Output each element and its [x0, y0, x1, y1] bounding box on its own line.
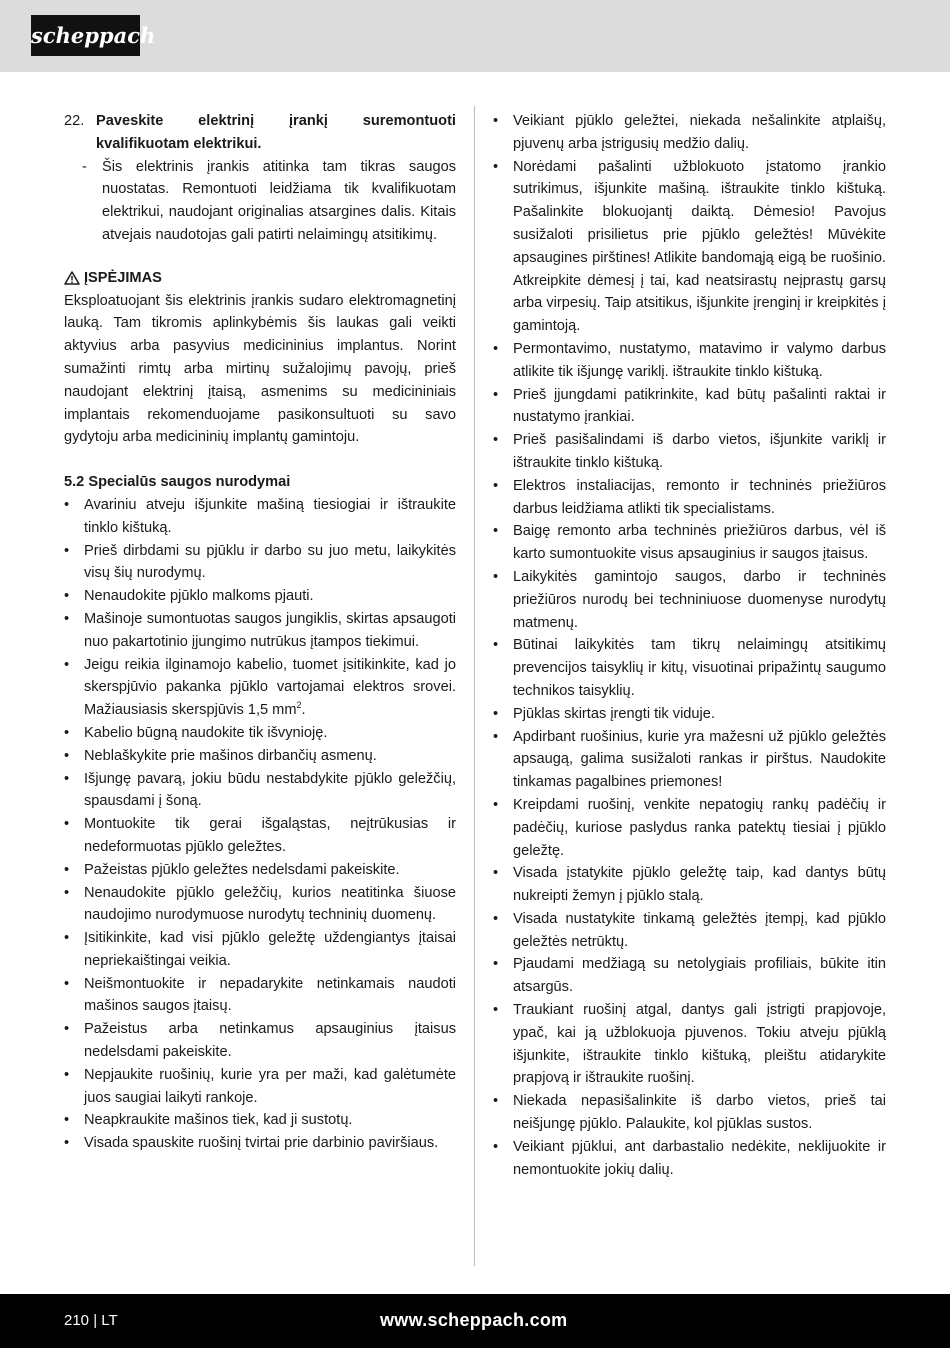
footer-bar: [0, 1294, 950, 1348]
bullet-mark: •: [493, 1093, 499, 1110]
bullet-mark: •: [493, 113, 499, 129]
list-item: • Veikiant pjūklo geležtei, niekada nešalinkite atplaišų, pjuvenų arba įstrigusių medžio dalių.: [493, 110, 886, 156]
item-22: [64, 110, 456, 156]
right-bullet-list: [493, 110, 886, 1181]
list-item: • Visada spauskite ruošinį tvirtai prie darbinio paviršiaus.: [64, 1132, 456, 1155]
list-item: • Mašinoje sumontuotas saugos jungiklis, skirtas apsaugoti nuo pakartotinio įjungimo nutrūkus įtampos tiekimui.: [64, 608, 456, 654]
left-column: [64, 110, 456, 1155]
bullet-mark: •: [493, 956, 499, 973]
list-item: • Norėdami pašalinti užblokuoto įstatomo įrankio sutrikimus, išjunkite mašiną. ištraukite tinklo kištuką. Pašalinkite blokuojantį daiktą. Dėmesio! Pavojus susižaloti prisilietus prie pjūklo geležtės! Mūvėkite apsaugines pirštines! Atlikite bandomąją eigą be ruošinio. Atkreipkite dėmesį į tai, kad neatsirastų neįprastų garsų arba virpesių. Taip atsitikus, išjunkite įrenginį ir kreipkitės į gamintoją.: [493, 156, 886, 338]
bullet-mark: •: [493, 1138, 499, 1155]
list-item: • Prieš dirbdami su pjūklu ir darbo su juo metu, laikykitės visų šių nurodymų.: [64, 540, 456, 586]
list-item: • Permontavimo, nustatymo, matavimo ir valymo darbus atlikite tik išjungę variklį. ištraukite tinklo kištuką.: [493, 338, 886, 384]
bullet-mark: •: [493, 910, 499, 927]
bullet-mark: •: [64, 610, 70, 627]
dash-mark: -: [82, 158, 87, 175]
brand-logo: scheppach: [31, 15, 140, 56]
bullet-mark: •: [64, 770, 70, 787]
item-title: Paveskite elektrinį įrankį suremontuoti kvalifikuotam elektrikui.: [96, 113, 456, 152]
list-item: • Neišmontuokite ir nepadarykite netinkamais naudoti mašinos saugos įtaisų.: [64, 973, 456, 1019]
list-item: • Avariniu atveju išjunkite mašiną tiesiogiai ir ištraukite tinklo kištuką.: [64, 494, 456, 540]
website-link[interactable]: www.scheppach.com: [380, 1310, 568, 1330]
superscript: 2: [296, 700, 302, 711]
list-item: • Išjungę pavarą, jokiu būdu nestabdykite pjūklo geležčių, spausdami į šoną.: [64, 768, 456, 814]
bullet-mark: •: [64, 1135, 70, 1152]
bullet-mark: •: [64, 724, 70, 741]
list-item: • Įsitikinkite, kad visi pjūklo geležtę uždengiantys įtaisai nepriekaištingai veikia.: [64, 927, 456, 973]
header-bar: [0, 0, 950, 72]
column-divider: [474, 106, 475, 1266]
list-item: • Visada įstatykite pjūklo geležtę taip, kad dantys būtų nukreipti žemyn į pjūklo stalą.: [493, 862, 886, 908]
list-item: • Veikiant pjūklui, ant darbastalio nedėkite, neklijuokite ir nemontuokite jokių dalių.: [493, 1136, 886, 1182]
bullet-mark: •: [64, 1021, 70, 1038]
list-item: • Kabelio būgną naudokite tik išvynioję.: [64, 722, 456, 745]
bullet-mark: •: [493, 340, 499, 357]
bullet-mark: •: [64, 816, 70, 833]
list-item: • Kreipdami ruošinį, venkite nepatogių rankų padėčių ir padėčių, kuriose paslydus ranka patektų tiesiai į pjūklo geležtę.: [493, 794, 886, 862]
bullet-mark: •: [64, 1066, 70, 1083]
bullet-mark: •: [493, 705, 499, 722]
list-item: • Pjūklas skirtas įrengti tik viduje.: [493, 703, 886, 726]
bullet-mark: •: [64, 1112, 70, 1129]
list-item: • Visada nustatykite tinkamą geležtės įtempį, kad pjūklo geležtės netrūktų.: [493, 908, 886, 954]
list-item: • Neapkraukite mašinos tiek, kad ji sustotų.: [64, 1109, 456, 1132]
section-title: 5.2 Specialūs saugos nurodymai: [64, 474, 291, 491]
list-item: • Montuokite tik gerai išgaląstas, neįtrūkusias ir nedeformuotas pjūklo geležtes.: [64, 813, 456, 859]
warning-triangle-icon: [64, 271, 80, 285]
bullet-mark: •: [493, 796, 499, 813]
subitem-text: Šis elektrinis įrankis atitinka tam tikras saugos nuostatas. Remontuoti leidžiama tik kvalifikuotam elektrikui, naudojant originalias atsargines dalis. Kitais atvejais naudotojas gali patirti nelaimingų atsitikimų.: [102, 158, 456, 243]
list-item: • Laikykitės gamintojo saugos, darbo ir techninės priežiūros nurodų bei techniniuose duomenyse nurodytų matmenų.: [493, 566, 886, 634]
list-item: • Baigę remonto arba techninės priežiūros darbus, vėl iš karto sumontuokite visus apsauginius ir saugos įtaisus.: [493, 520, 886, 566]
bullet-mark: •: [64, 747, 70, 764]
bullet-mark: •: [493, 728, 499, 745]
page-number: 210 | LT: [64, 1312, 118, 1329]
bullet-mark: •: [493, 1002, 499, 1019]
list-item: • Elektros instaliacijas, remonto ir techninės priežiūros darbus leidžiama atlikti tik specialistams.: [493, 475, 886, 521]
bullet-mark: •: [493, 523, 499, 540]
bullet-mark: •: [64, 656, 70, 673]
bullet-mark: •: [493, 637, 499, 654]
bullet-mark: •: [493, 865, 499, 882]
bullet-mark: •: [64, 861, 70, 878]
right-column: [493, 110, 886, 1181]
list-item: • Prieš įjungdami patikrinkite, kad būtų pašalinti raktai ir nustatymo įrankiai.: [493, 384, 886, 430]
bullet-mark: •: [64, 588, 70, 605]
bullet-mark: •: [64, 930, 70, 947]
warning-heading: [64, 267, 456, 290]
item-22-subitem: [64, 156, 456, 247]
list-item: • Pažeistas pjūklo geležtes nedelsdami pakeiskite.: [64, 859, 456, 882]
list-item: • Apdirbant ruošinius, kurie yra mažesni už pjūklo geležtės apsaugą, galima susižaloti rankas ir pirštus. Naudokite tinkamas pagalbines priemones!: [493, 726, 886, 794]
bullet-mark: •: [64, 496, 70, 513]
list-item: • Pjaudami medžiagą su netolygiais profiliais, būkite itin atsargūs.: [493, 953, 886, 999]
bullet-mark: •: [493, 477, 499, 494]
bullet-mark: •: [493, 432, 499, 449]
list-item: • Prieš pasišalindami iš darbo vietos, išjunkite variklį ir ištraukite tinklo kištuką.: [493, 429, 886, 475]
bullet-mark: •: [64, 975, 70, 992]
list-item: • Niekada nepasišalinkite iš darbo vietos, prieš tai neišjungę pjūklo. Palaukite, kol pjūklas sustos.: [493, 1090, 886, 1136]
bullet-mark: •: [64, 884, 70, 901]
list-item: • Jeigu reikia ilginamojo kabelio, tuomet įsitikinkite, kad jo skerspjūvio pakanka pjūklo vartojamai elektros srovei. Mažiausiasis skerspjūvis 1,5 $mm^2$.: [64, 654, 456, 722]
list-item: • Būtinai laikykitės tam tikrų nelaimingų atsitikimų prevencijos taisyklių ir kitų, visuotinai pripažintų saugumo technikos taisyklių.: [493, 634, 886, 702]
warning-title: ĮSPĖJIMAS: [84, 269, 162, 286]
list-item: • Neblaškykite prie mašinos dirbančių asmenų.: [64, 745, 456, 768]
bullet-mark: •: [64, 542, 70, 559]
list-item: • Nepjaukite ruošinių, kurie yra per maži, kad galėtumėte juos saugiai laikyti rankoje.: [64, 1064, 456, 1110]
bullet-mark: •: [493, 568, 499, 585]
list-item: • Traukiant ruošinį atgal, dantys gali įstrigti prapjovoje, ypač, kai ją užblokuoja pjuvenos. Tokiu atveju pjūklą išjunkite, ištraukite tinklo kištuką, pleištu atidarykite prapjovą ir ištraukite ruošinį.: [493, 999, 886, 1090]
bullet-mark: •: [493, 386, 499, 403]
item-number: 22.: [64, 113, 85, 129]
list-item: • Nenaudokite pjūklo malkoms pjauti.: [64, 585, 456, 608]
bullet-mark: •: [493, 158, 499, 175]
list-item: • Pažeistus arba netinkamus apsauginius įtaisus nedelsdami pakeiskite.: [64, 1018, 456, 1064]
warning-text: Eksploatuojant šis elektrinis įrankis sudaro elektromagnetinį lauką. Tam tikromis aplinkybėmis šis laukas gali veikti aktyvius arba pasyvius medicininius implantus. Norint sumažinti rimtų arba mirtinų sužalojimų pavojų, prieš naudojant elektrinį įtaisą, asmenims su medicininiais implantais rekomenduojame pasikonsultuoti su savo gydytoju arba medicininių implantų gamintoju.: [64, 292, 456, 446]
left-bullet-list: [64, 494, 456, 1155]
list-item: • Nenaudokite pjūklo geležčių, kurios neatitinka šiuose naudojimo nurodymuose nurodytų techninių duomenų.: [64, 882, 456, 928]
